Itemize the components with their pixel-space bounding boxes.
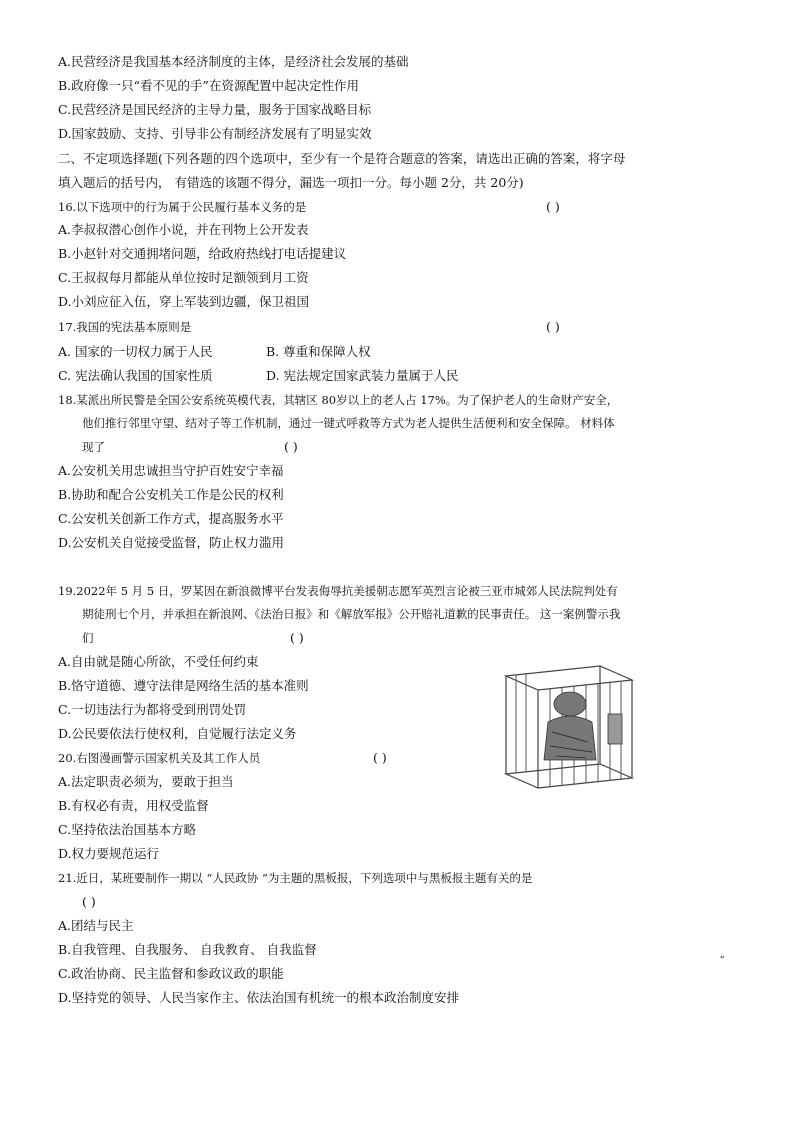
q15-option-a: A.民营经济是我国基本经济制度的主体，是经济社会发展的基础 — [58, 54, 409, 69]
q21-option-a: A.团结与民主 — [58, 918, 134, 933]
q19-answer-blank[interactable]: ( ) — [290, 630, 304, 645]
q15-option-c: C.民营经济是国民经济的主导力量，服务于国家战略目标 — [58, 102, 372, 117]
q16-option-a: A.李叔叔潜心创作小说，并在刊物上公开发表 — [58, 222, 309, 237]
q15-option-b: B.政府像一只“看不见的手”在资源配置中起决定性作用 — [58, 78, 359, 93]
q20-stem: 20.右图漫画警示国家机关及其工作人员 — [58, 751, 261, 765]
q21-option-d: D.坚持党的领导、人民当家作主、依法治国有机统一的根本政治制度安排 — [58, 990, 460, 1005]
q20-option-b: B.有权必有责，用权受监督 — [58, 798, 209, 813]
q17-option-b: B. 尊重和保障人权 — [266, 344, 371, 359]
q16-option-b: B.小赵针对交通拥堵问题，给政府热线打电话提建议 — [58, 246, 347, 261]
q18-stem-line3: 现了 — [82, 440, 105, 454]
q19-stem-line1: 19.2022年 5 月 5 日，罗某因在新浪微博平台发表侮辱抗美援朝志愿军英烈言论被三亚市城郊人民法院判处有 — [58, 584, 618, 598]
q21-answer-blank[interactable]: ( ) — [82, 894, 96, 909]
stray-mark: „ — [720, 950, 725, 960]
section2-instruction-line1: 二、不定项选择题(下列各题的四个选项中，至少有一个是符合题意的答案，请选出正确的答案，将字母 — [58, 151, 626, 166]
q20-answer-blank[interactable]: ( ) — [373, 750, 387, 765]
q18-option-d: D.公安机关自觉接受监督，防止权力滥用 — [58, 535, 285, 550]
q21-option-c: C.政治协商、民主监督和参政议政的职能 — [58, 966, 284, 981]
q18-stem-line2: 他们推行邻里守望、结对子等工作机制，通过一键式呼救等方式为老人提供生活便利和安全保障。 材料体 — [82, 416, 615, 430]
section2-instruction-line2: 填入题后的括号内， 有错选的该题不得分，漏选一项扣一分。每小题 2分，共 20分) — [58, 175, 524, 190]
q16-option-d: D.小刘应征入伍，穿上军装到边疆，保卫祖国 — [58, 294, 310, 309]
q17-option-a: A. 国家的一切权力属于人民 — [58, 344, 213, 359]
q16-option-c: C.王叔叔每月都能从单位按时足额领到月工资 — [58, 270, 309, 285]
q18-answer-blank[interactable]: ( ) — [284, 439, 298, 454]
q15-option-d: D.国家鼓励、支持、引导非公有制经济发展有了明显实效 — [58, 126, 372, 141]
q19-option-b: B.恪守道德、遵守法律是网络生活的基本准则 — [58, 678, 309, 693]
q19-stem-line3: 们 — [82, 631, 94, 645]
q17-option-d: D. 宪法规定国家武装力量属于人民 — [266, 368, 459, 383]
q20-option-a: A.法定职责必须为，要敢于担当 — [58, 774, 234, 789]
q19-stem-line2: 期徒刑七个月，并承担在新浪网、《法治日报》和《解放军报》公开赔礼道歉的民事责任。 这一案例警示我 — [82, 607, 621, 621]
q16-answer-blank[interactable]: ( ) — [546, 199, 560, 214]
q18-option-a: A.公安机关用忠诚担当守护百姓安宁幸福 — [58, 463, 284, 478]
q16-stem: 16.以下选项中的行为属于公民履行基本义务的是 — [58, 200, 307, 214]
q20-option-c: C.坚持依法治国基本方略 — [58, 822, 197, 837]
q19-option-c: C.一切违法行为都将受到刑罚处罚 — [58, 702, 247, 717]
q19-option-d: D.公民要依法行使权利，自觉履行法定义务 — [58, 726, 297, 741]
q17-option-c: C. 宪法确认我国的国家性质 — [58, 368, 213, 383]
q18-option-b: B.协助和配合公安机关工作是公民的权利 — [58, 487, 284, 502]
q17-answer-blank[interactable]: ( ) — [546, 319, 560, 334]
q21-option-b: B.自我管理、自我服务、 自我教育、 自我监督 — [58, 942, 317, 957]
q21-stem: 21.近日，某班要制作一期以 “人民政协 ”为主题的黑板报，下列选项中与黑板报主题有关的是 — [58, 871, 533, 885]
q20-option-d: D.权力要规范运行 — [58, 846, 160, 861]
cage-cartoon-image — [500, 662, 636, 790]
q19-option-a: A.自由就是随心所欲，不受任何约束 — [58, 654, 259, 669]
q17-stem: 17.我国的宪法基本原则是 — [58, 320, 192, 334]
q18-stem-line1: 18.某派出所民警是全国公安系统英模代表，其辖区 80岁以上的老人占 17%。为了保护老人的生命财产安全， — [58, 393, 619, 407]
q18-option-c: C.公安机关创新工作方式，提高服务水平 — [58, 511, 284, 526]
